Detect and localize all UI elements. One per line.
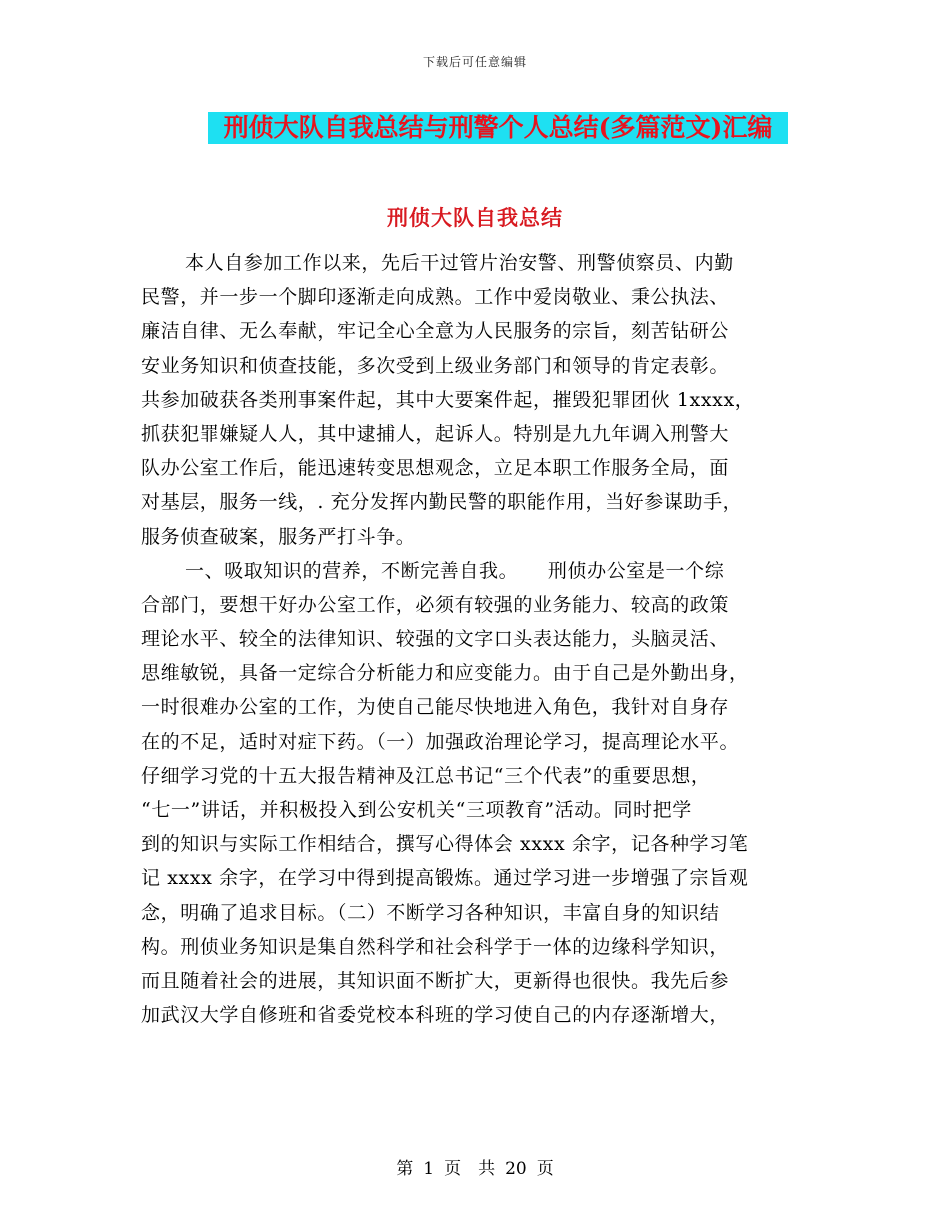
section-title: 刑侦大队自我总结 (387, 205, 563, 230)
text-line: 在的不足，适时对症下药。（一）加强政治理论学习，提高理论水平。 (141, 730, 740, 753)
text-line: 一时很难办公室的工作，为使自己能尽快地进入角色，我针对自身存 (141, 696, 730, 719)
text-line: 仔细学习党的十五大报告精神及江总书记“三个代表”的重要思想， (141, 764, 711, 787)
text-line: 抓获犯罪嫌疑人人，其中逮捕人，起诉人。特别是九九年调入刑警大 (141, 422, 730, 445)
footer-total-pages: 20 (505, 1159, 527, 1179)
footer-prefix: 第 (396, 1159, 414, 1179)
text-line: 理论水平、较全的法律知识、较强的文字口头表达能力，头脑灵活、 (141, 628, 730, 651)
text-line: 共参加破获各类刑事案件起，其中大要案件起，摧毁犯罪团伙 1xxxx， (141, 388, 755, 411)
text-line: 记 xxxx 余字，在学习中得到提高锻炼。通过学习进一步增强了宗旨观 (141, 867, 749, 890)
text-line: 构。刑侦业务知识是集自然科学和社会科学于一体的边缘科学知识， (141, 935, 730, 958)
text-line: 服务侦查破案，服务严打斗争。 (141, 525, 416, 548)
text-line: 安业务知识和侦查技能，多次受到上级业务部门和领导的肯定表彰。 (141, 354, 730, 377)
text-line: 廉洁自律、无么奉献，牢记全心全意为人民服务的宗旨，刻苦钻研公 (141, 320, 730, 343)
document-title: 刑侦大队自我总结与刑警个人总结(多篇范文)汇编 (208, 112, 788, 144)
text-line: 一、吸取知识的营养，不断完善自我。 刑侦办公室是一个综 (185, 559, 725, 582)
text-line: 加武汉大学自修班和省委党校本科班的学习使自己的内存逐渐增大， (141, 1004, 730, 1027)
footer-page-number: 1 (423, 1159, 435, 1179)
header-note: 下载后可任意编辑 (422, 55, 527, 69)
text-line: 思维敏锐，具备一定综合分析能力和应变能力。由于自己是外勤出身， (141, 662, 749, 685)
text-line: “七一”讲话，并积极投入到公安机关“三项教育”活动。同时把学 (141, 799, 692, 821)
text-line: 民警，并一步一个脚印逐渐走向成熟。工作中爱岗敬业、秉公执法、 (141, 286, 730, 309)
text-line: 本人自参加工作以来，先后干过管片治安警、刑警侦察员、内勤 (185, 252, 734, 274)
text-line: 到的知识与实际工作相结合，撰写心得体会 xxxx 余字，记各种学习笔 (141, 833, 749, 856)
footer-middle: 页 共 (444, 1159, 496, 1179)
text-line: 而且随着社会的进展，其知识面不断扩大，更新得也很快。我先后参 (141, 969, 730, 992)
text-line: 合部门，要想干好办公室工作，必须有较强的业务能力、较高的政策 (141, 593, 730, 616)
text-line: 对基层，服务一线，. 充分发挥内勤民警的职能作用，当好参谋助手， (141, 491, 743, 514)
text-line: 队办公室工作后，能迅速转变思想观念，立足本职工作服务全局，面 (141, 457, 730, 480)
page-footer (0, 1154, 950, 1179)
text-line: 念，明确了追求目标。（二）不断学习各种知识，丰富自身的知识结 (141, 901, 720, 924)
body-text (141, 246, 805, 1032)
footer-suffix: 页 (536, 1159, 554, 1179)
